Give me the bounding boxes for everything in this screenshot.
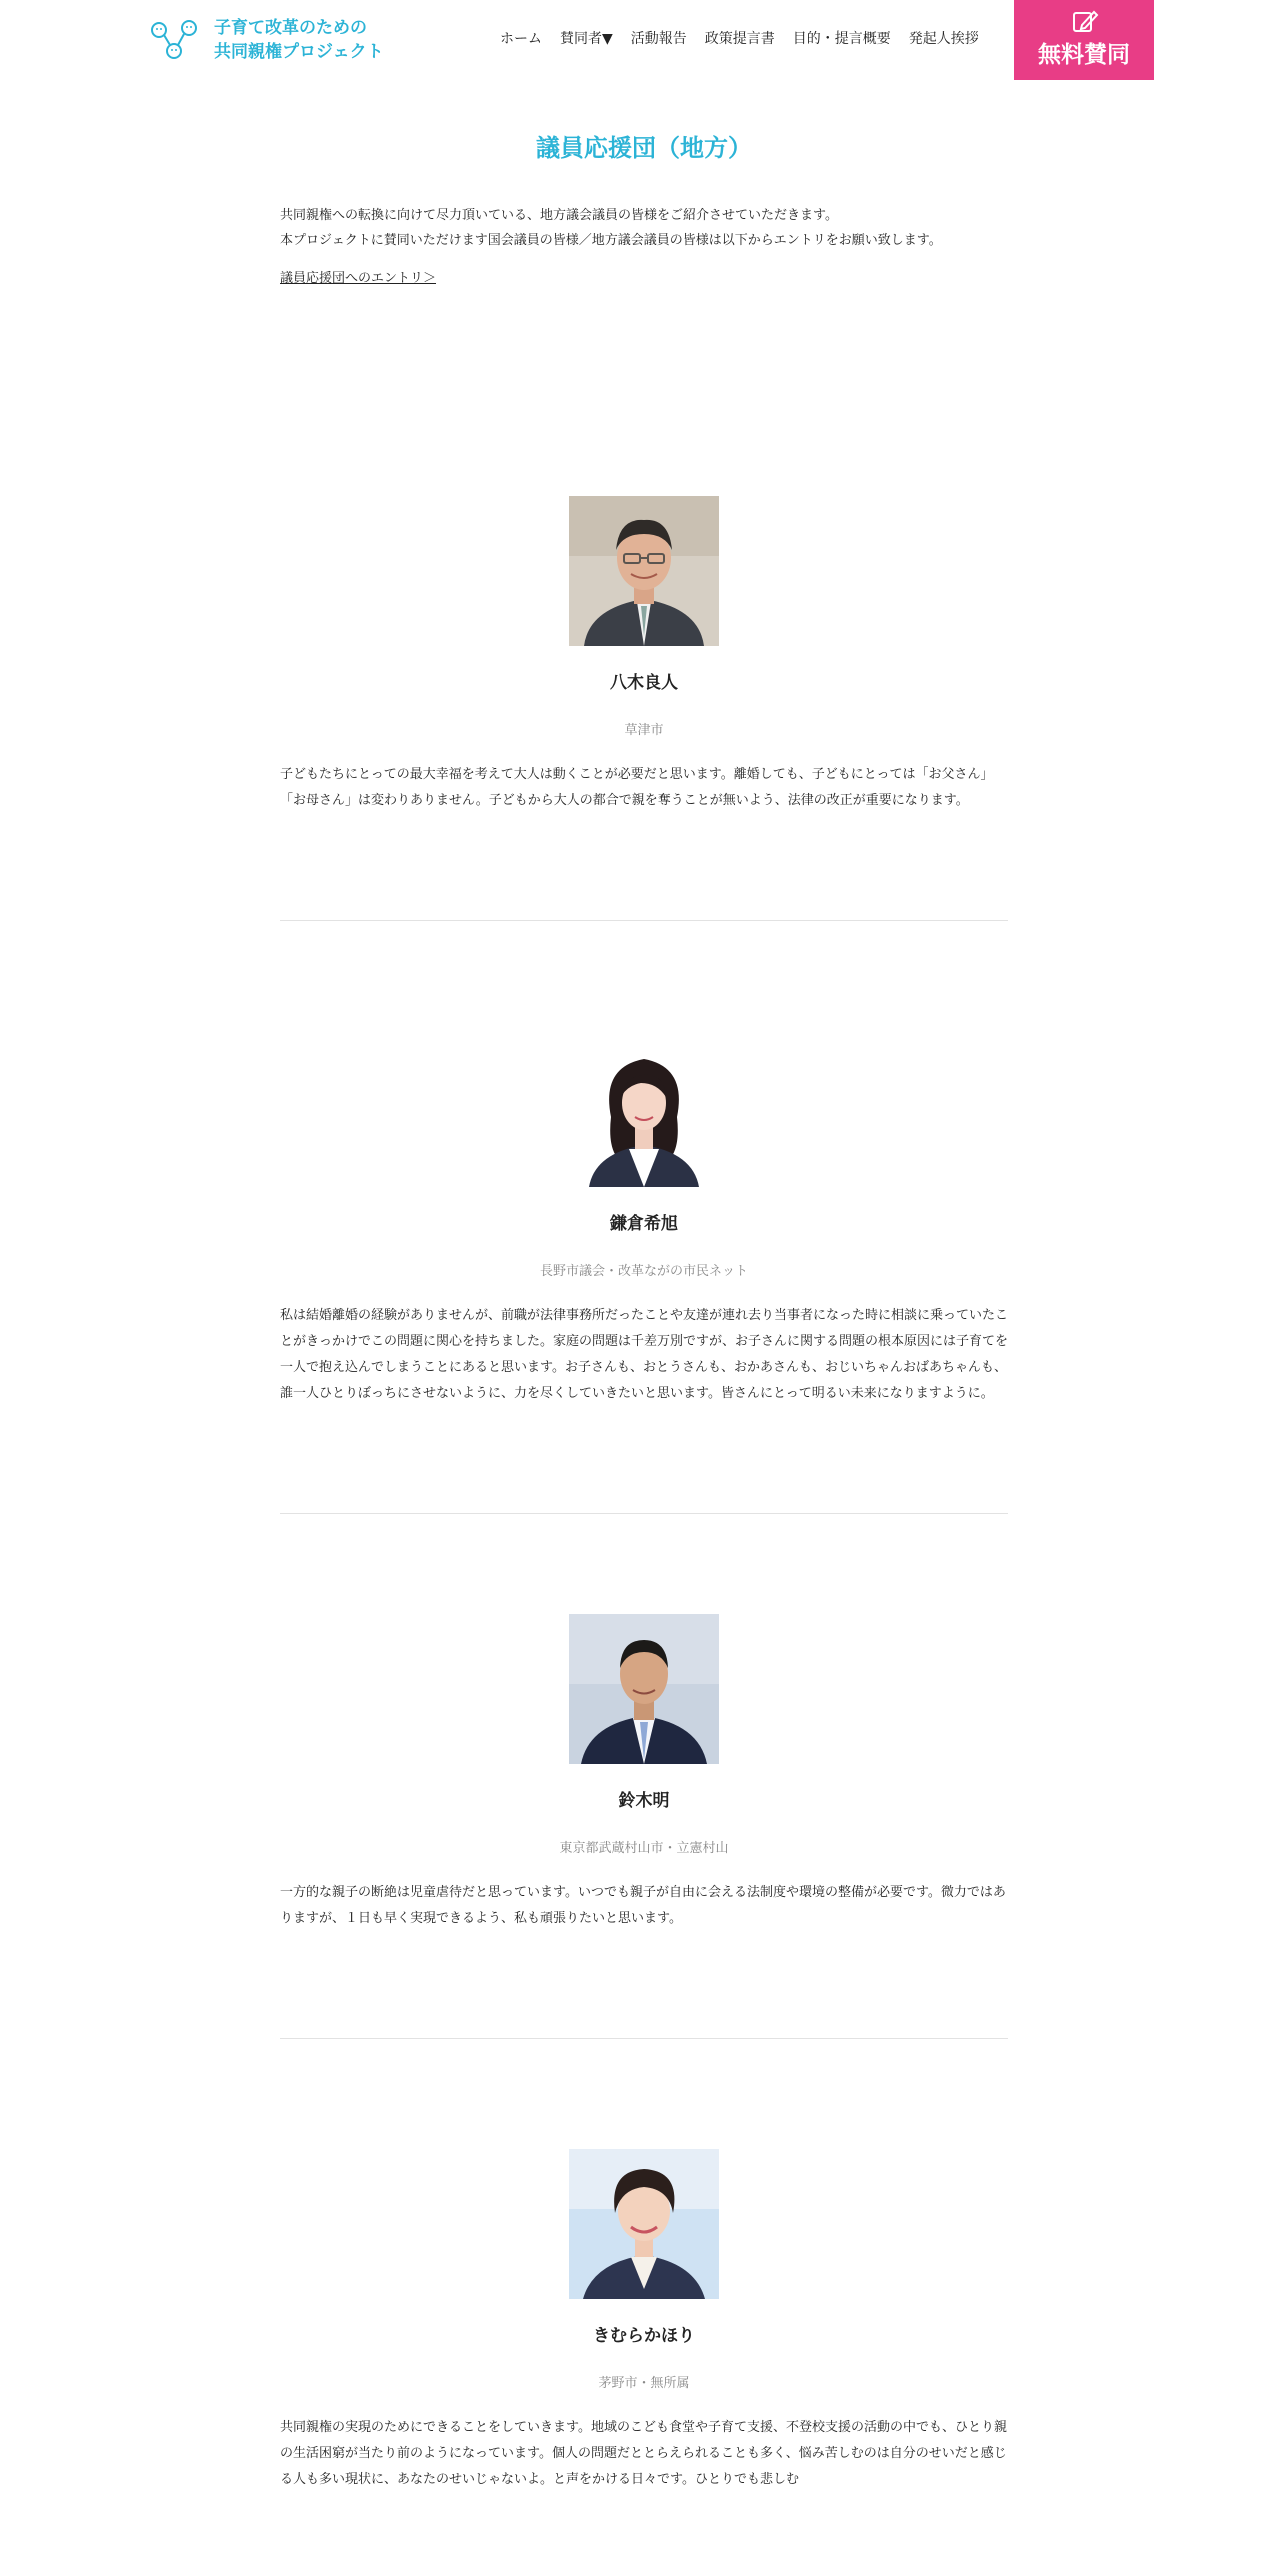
- logo-line-1: 子育て改革のための: [214, 18, 367, 38]
- intro-text: [280, 203, 1008, 286]
- nav-purpose[interactable]: 目的・提言概要: [792, 31, 891, 47]
- member-photo: [569, 1614, 719, 1764]
- member-area: 東京都武蔵村山市・立憲村山: [559, 1841, 729, 1856]
- nav-founder-greeting[interactable]: 発起人挨拶: [908, 31, 979, 47]
- member-comment: 共同親権の実現のためにできることをしていきます。地域のこども食堂や子育て支援、不登校支援の活動の中でも、ひとり親の生活困窮が当たり前のようになっています。個人の問題だととらえられることも多く、悩み苦しむのは自分のせいだと感じる人も多い現状に、あなたのせいじゃないよ。と声をかける日々です。ひとりでも悲しむ: [280, 2420, 1007, 2487]
- site-logo[interactable]: [148, 16, 384, 64]
- nav-policy-proposal[interactable]: 政策提言書: [704, 31, 775, 47]
- member-name: 八木良人: [610, 673, 678, 693]
- member-comment: 子どもたちにとっての最大幸福を考えて大人は動くことが必要だと思います。離婚しても、子どもにとっては「お父さん」「お母さん」は変わりありません。子どもから大人の都合で親を奪うことが無いよう、法律の改正が重要になります。: [280, 767, 994, 808]
- member-name: きむらかほり: [593, 2326, 695, 2346]
- member-card: [280, 496, 1008, 814]
- member-name: 鈴木明: [618, 1791, 670, 1811]
- member-area: 茅野市・無所属: [598, 2376, 690, 2391]
- logo-line-2: 共同親権プロジェクト: [214, 42, 384, 62]
- edit-icon: [1014, 6, 1154, 36]
- member-card: [280, 1037, 1008, 1407]
- divider: [280, 2038, 1008, 2039]
- member-comment: 一方的な親子の断絶は児童虐待だと思っています。いつでも親子が自由に会える法制度や環境の整備が必要です。微力ではありますが、１日も早く実現できるよう、私も頑張りたいと思います。: [280, 1885, 1006, 1926]
- divider: [280, 920, 1008, 921]
- nav-activity-report[interactable]: 活動報告: [630, 31, 687, 47]
- page-title: 議員応援団（地方）: [536, 134, 752, 162]
- member-card: [280, 1614, 1008, 1932]
- member-photo: [569, 2149, 719, 2299]
- entry-link[interactable]: 議員応援団へのエントリ＞: [280, 271, 437, 286]
- intro-line-1: 共同親権への転換に向けて尽力頂いている、地方議会議員の皆様をご紹介させていただきます。: [280, 208, 838, 223]
- main-nav: [500, 28, 997, 48]
- member-name: 鎌倉希旭: [610, 1214, 678, 1234]
- free-support-button[interactable]: [1014, 0, 1154, 80]
- site-header: [0, 0, 1284, 80]
- divider: [280, 1513, 1008, 1514]
- member-area: 長野市議会・改革ながの市民ネット: [539, 1264, 748, 1279]
- nav-home[interactable]: ホーム: [500, 31, 542, 47]
- member-card: [280, 2149, 1008, 2493]
- member-area: 草津市: [624, 723, 664, 738]
- member-comment: 私は結婚離婚の経験がありませんが、前職が法律事務所だったことや友達が連れ去り当事者になった時に相談に乗っていたことがきっかけでこの問題に関心を持ちました。家庭の問題は千差万別ですが、お子さんに関する問題の根本原因には子育てを一人で抱え込んでしまうことにあると思います。お子さんも、おとうさんも、おかあさんも、おじいちゃんおばあちゃんも、誰一人ひとりぼっちにさせないように、力を尽くしていきたいと思います。皆さんにとって明るい未来になりますように。: [280, 1308, 1009, 1401]
- family-logo-icon: [148, 16, 206, 64]
- main-content: [280, 120, 1008, 2493]
- intro-line-2: 本プロジェクトに賛同いただけます国会議員の皆様／地方議会議員の皆様は以下からエントリをお願い致します。: [280, 233, 942, 248]
- member-photo: [569, 1037, 719, 1187]
- free-support-label: 無料賛同: [1038, 42, 1130, 68]
- nav-supporters[interactable]: 賛同者▼: [560, 31, 613, 47]
- member-photo: [569, 496, 719, 646]
